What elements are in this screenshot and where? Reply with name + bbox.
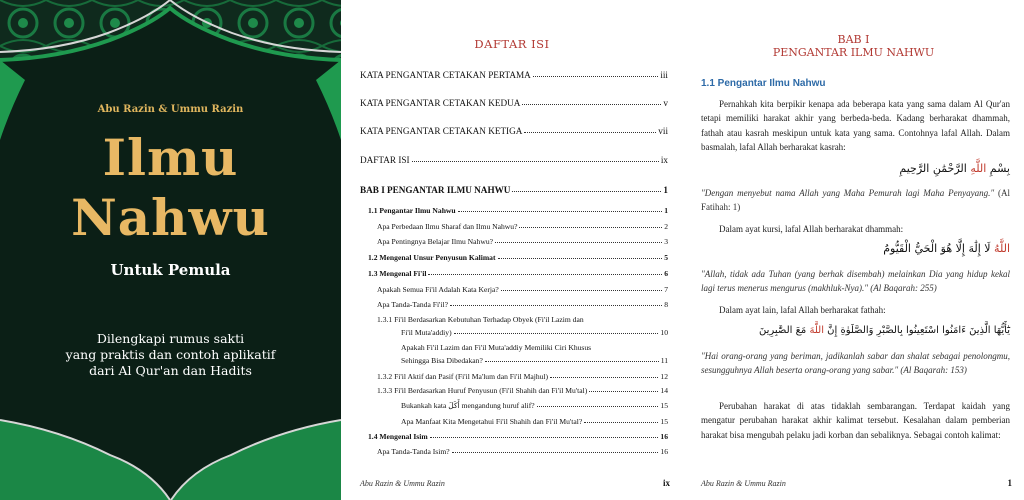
- toc-entry-page: 1: [664, 206, 668, 215]
- toc-entry-label: DAFTAR ISI: [360, 155, 410, 165]
- toc-leader: [454, 333, 659, 334]
- toc-entry[interactable]: [360, 155, 668, 165]
- cover-ornament: [0, 0, 341, 500]
- toc-footer-page: ix: [662, 478, 670, 488]
- toc-entry-label: KATA PENGANTAR CETAKAN PERTAMA: [360, 70, 531, 80]
- translation-ref: (Al Fatihah: 1): [701, 188, 1010, 213]
- toc-leader: [533, 76, 659, 77]
- arabic-verse-2: [883, 242, 1010, 255]
- arabic-allah: اللَّهِ: [970, 162, 987, 175]
- toc-entry[interactable]: [377, 372, 668, 381]
- toc-leader: [428, 274, 662, 275]
- toc-entry-page: v: [663, 98, 668, 108]
- toc-leader: [485, 361, 659, 362]
- toc-entry-page: 2: [664, 222, 668, 231]
- toc-leader: [430, 437, 659, 438]
- arabic-text: يَٰٓأَيُّهَا الَّذِينَ ءَامَنُوا اسْتَعِينُوا بِالصَّبْرِ وَالصَّلَوٰةِ إِنَّ: [827, 325, 1010, 336]
- arabic-text: مَعَ الصَّٰبِرِينَ: [758, 325, 807, 336]
- translation-1: [701, 186, 1010, 215]
- chapter-number: BAB I: [837, 33, 870, 46]
- chapter-title: PENGANTAR ILMU NAHWU: [772, 46, 935, 59]
- toc-entry-label: 1.3.2 Fi'il Aktif dan Pasif (Fi'il Ma'lum dan Fi'il Majhul): [377, 372, 549, 381]
- toc-entry-page: 16: [660, 447, 668, 456]
- toc-entry-label: 1.1 Pengantar Ilmu Nahwu: [368, 206, 456, 215]
- toc-entry-label: 1.3 Mengenal Fi'il: [368, 269, 427, 278]
- toc-leader: [450, 305, 662, 306]
- toc-entry[interactable]: [401, 417, 668, 426]
- toc-entry-label: 1.3.1 Fi'il Berdasarkan Kebutuhan Terhadap Obyek (Fi'il Lazim dan: [377, 315, 584, 324]
- toc-entry[interactable]: [377, 237, 668, 246]
- toc-leader: [519, 227, 662, 228]
- toc-entry-label: Fi'il Muta'addiy): [401, 328, 452, 337]
- cover-tagline-line2: yang praktis dan contoh aplikatif: [65, 347, 276, 362]
- cover-tagline-line3: dari Al Qur'an dan Hadits: [89, 363, 252, 378]
- cover-tagline: [0, 331, 341, 379]
- toc-leader: [498, 258, 663, 259]
- translation-2: "Allah, tidak ada Tuhan (yang berhak disembah) melainkan Dia yang hidup kekal lagi terus menerus mengurus (makhluk-Nya)." (Al Baqarah: 255): [701, 269, 1010, 294]
- chapter-page: [683, 0, 1024, 500]
- section-heading: 1.1 Pengantar Ilmu Nahwu: [701, 78, 826, 89]
- paragraph-2: Dalam ayat kursi, lafal Allah berharakat dhammah:: [719, 224, 904, 234]
- book-cover: [0, 0, 341, 500]
- cover-title-line2: Nahwu: [71, 188, 270, 247]
- toc-entry-page: ix: [660, 155, 668, 165]
- cover-title-line1: Ilmu: [102, 128, 239, 187]
- cover-authors: Abu Razin & Ummu Razin: [97, 104, 244, 115]
- toc-entry-page: 10: [660, 328, 668, 337]
- toc-entry-page: iii: [660, 70, 668, 80]
- toc-entry[interactable]: [377, 285, 668, 294]
- toc-entry-label: 1.3.3 Fi'il Berdasarkan Huruf Penyusun (Fi'il Shahih dan Fi'il Mu'tal): [377, 386, 588, 395]
- toc-entry[interactable]: [401, 401, 668, 410]
- toc-leader: [458, 211, 663, 212]
- toc-entry[interactable]: [360, 185, 668, 195]
- toc-entry[interactable]: [401, 356, 668, 365]
- toc-entry-page: 15: [660, 417, 668, 426]
- paragraph-3: Dalam ayat lain, lafal Allah berharakat fathah:: [719, 305, 886, 315]
- toc-entry-label: Apa Tanda-Tanda Isim?: [377, 447, 450, 456]
- toc-entry-page: 5: [664, 253, 668, 262]
- toc-entry[interactable]: [360, 126, 668, 136]
- toc-leader: [584, 422, 658, 423]
- toc-page: [342, 0, 682, 500]
- arabic-verse-3: [759, 325, 1010, 336]
- toc-leader: [452, 452, 659, 453]
- arabic-text: الرَّحْمَٰنِ الرَّحِيمِ: [899, 162, 967, 175]
- toc-entry-label: 1.4 Mengenal Isim: [368, 432, 428, 441]
- toc-entry-label: Apakah Fi'il Lazim dan Fi'il Muta'addiy Memiliki Ciri Khusus: [401, 343, 592, 352]
- toc-entry-page: vii: [658, 126, 668, 136]
- arabic-allah: اللَّهُ: [994, 242, 1010, 255]
- toc-entry[interactable]: [368, 269, 668, 278]
- paragraph-1: Pernahkah kita berpikir kenapa ada beberapa kata yang sama dalam Al Qur'an tetapi memiliki harakat akhir yang berbeda-beda. Kadang berharakat dhammah, fathah atau kasrah meskipun untuk kata yang sama. Contohnya lafal Allah. Dalam basmalah, lafal Allah berharakat kasrah:: [701, 99, 1010, 152]
- toc-entry[interactable]: [368, 253, 668, 262]
- toc-entry-page: 3: [664, 237, 668, 246]
- toc-entry-page: 7: [664, 285, 668, 294]
- toc-entry-label: BAB I PENGANTAR ILMU NAHWU: [360, 185, 511, 195]
- toc-entry-label: Apa Pentingnya Belajar Ilmu Nahwu?: [377, 237, 493, 246]
- arabic-text: لَا إِلَٰهَ إِلَّا هُوَ الْحَيُّ الْقَيُّومُ: [883, 242, 991, 255]
- toc-entry[interactable]: [368, 432, 668, 441]
- toc-entry-label: Apakah Semua Fi'il Adalah Kata Kerja?: [377, 285, 499, 294]
- toc-leader: [501, 290, 662, 291]
- toc-entry[interactable]: [377, 386, 668, 395]
- chapter-footer-author: Abu Razin & Ummu Razin: [701, 479, 786, 488]
- toc-entry[interactable]: [377, 300, 668, 309]
- toc-entry-page: 6: [664, 269, 668, 278]
- toc-leader: [524, 132, 656, 133]
- toc-entry-page: 8: [664, 300, 668, 309]
- toc-entry[interactable]: [377, 315, 668, 324]
- toc-entry-label: Apa Perbedaan Ilmu Sharaf dan Ilmu Nahwu?: [377, 222, 518, 231]
- translation-3: "Hai orang-orang yang beriman, jadikanlah sabar dan shalat sebagai penolongmu, sesungguhnya Allah beserta orang-orang yang sabar." (Al Baqarah: 153): [701, 351, 1010, 376]
- toc-leader: [512, 191, 661, 192]
- toc-entry-label: Apa Tanda-Tanda Fi'il?: [377, 300, 449, 309]
- toc-entry-label: Bukankah kata أَكَلَ mengandung huruf alif?: [401, 401, 535, 410]
- arabic-text: بِسْمِ: [989, 162, 1010, 175]
- toc-footer-author: Abu Razin & Ummu Razin: [360, 479, 445, 488]
- toc-entry[interactable]: [360, 70, 668, 80]
- toc-entry-page: 15: [660, 401, 668, 410]
- toc-leader: [589, 391, 658, 392]
- toc-entry-label: KATA PENGANTAR CETAKAN KEDUA: [360, 98, 521, 108]
- arabic-verse-1: [899, 162, 1010, 175]
- toc-entry-label: Apa Manfaat Kita Mengetahui Fi'il Shahih dan Fi'il Mu'tal?: [401, 417, 583, 426]
- toc-leader: [412, 161, 659, 162]
- toc-entry[interactable]: [368, 206, 668, 215]
- toc-entry-page: 14: [660, 386, 668, 395]
- arabic-allah: اللَّهَ: [809, 325, 824, 336]
- toc-heading: DAFTAR ISI: [474, 37, 550, 51]
- toc-leader: [495, 242, 662, 243]
- toc-entry[interactable]: [377, 222, 668, 231]
- cover-subtitle: Untuk Pemula: [110, 261, 231, 279]
- toc-entry-label: KATA PENGANTAR CETAKAN KETIGA: [360, 126, 523, 136]
- toc-entry-page: 16: [660, 432, 668, 441]
- toc-entry[interactable]: [401, 343, 668, 352]
- paragraph-4: Perubahan harakat di atas tidaklah sembarangan. Terdapat kaidah yang mengatur perubahan harakat akhir kalimat tersebut. Kesalahan dalam pemberian harakat bisa mengubah pelaku jadi korban dan sebaliknya. Sebagai contoh kalimat:: [701, 401, 1010, 440]
- toc-entry[interactable]: [360, 98, 668, 108]
- toc-entry-page: 12: [660, 372, 668, 381]
- toc-entry-label: 1.2 Mengenal Unsur Penyusun Kalimat: [368, 253, 496, 262]
- toc-entry-label: Sehingga Bisa Dibedakan?: [401, 356, 483, 365]
- translation-text: "Dengan menyebut nama Allah yang Maha Pemurah lagi Maha Penyayang.": [701, 188, 995, 198]
- chapter-footer-page: 1: [1007, 478, 1012, 488]
- toc-leader: [522, 104, 661, 105]
- toc-entry-page: 1: [663, 185, 668, 195]
- cover-tagline-line1: Dilengkapi rumus sakti: [96, 331, 245, 346]
- toc-entry[interactable]: [401, 328, 668, 337]
- toc-leader: [550, 377, 658, 378]
- toc-leader: [537, 406, 659, 407]
- toc-entry[interactable]: [377, 447, 668, 456]
- toc-entry-page: 11: [660, 356, 668, 365]
